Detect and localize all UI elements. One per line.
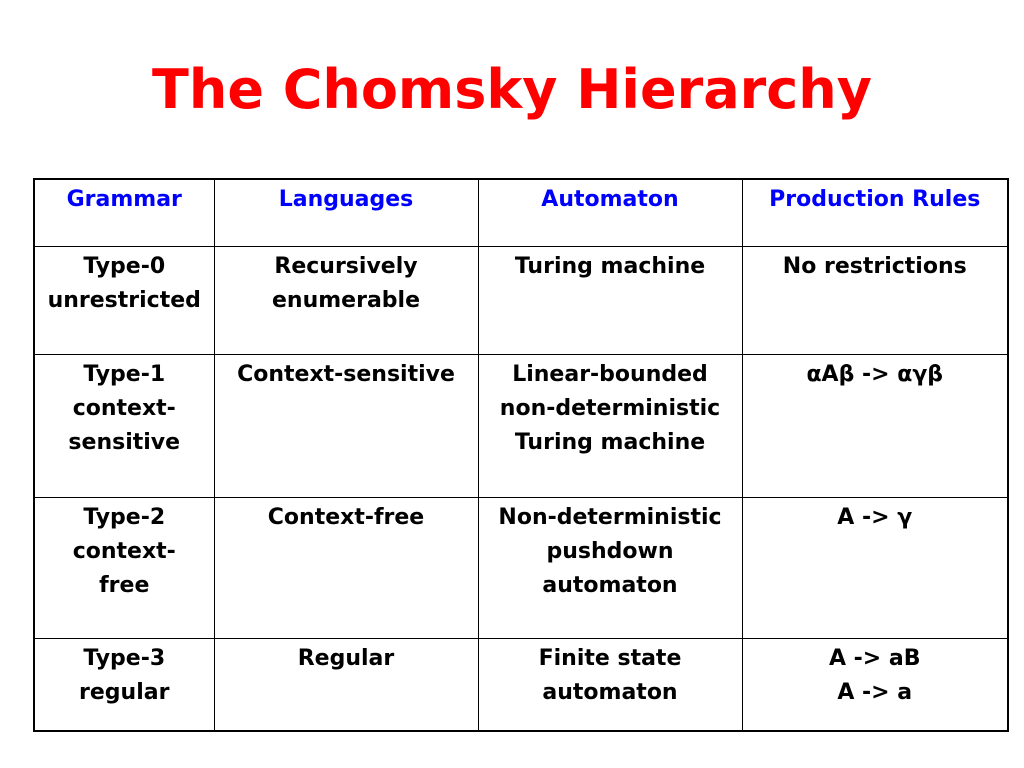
table-header-row xyxy=(34,179,1008,246)
automaton-cell: Non-deterministic pushdown automaton xyxy=(478,497,742,638)
production-rules-cell: αAβ -> αγβ xyxy=(742,354,1008,497)
languages-cell: Regular xyxy=(214,638,478,731)
grammar-cell: Type-3 regular xyxy=(34,638,214,731)
grammar-cell: Type-2 context- free xyxy=(34,497,214,638)
header-grammar: Grammar xyxy=(34,179,214,246)
table-row xyxy=(34,354,1008,497)
grammar-cell: Type-0 unrestricted xyxy=(34,246,214,354)
table-row xyxy=(34,497,1008,638)
slide-title: The Chomsky Hierarchy xyxy=(152,58,872,121)
header-automaton: Automaton xyxy=(478,179,742,246)
production-rules-cell: No restrictions xyxy=(742,246,1008,354)
automaton-cell: Finite state automaton xyxy=(478,638,742,731)
chomsky-hierarchy-table xyxy=(33,178,1009,732)
automaton-cell: Turing machine xyxy=(478,246,742,354)
automaton-cell: Linear-bounded non-deterministic Turing machine xyxy=(478,354,742,497)
production-rules-cell: A -> γ xyxy=(742,497,1008,638)
languages-cell: Context-free xyxy=(214,497,478,638)
languages-cell: Recursively enumerable xyxy=(214,246,478,354)
table-row xyxy=(34,246,1008,354)
production-rules-cell: A -> aB A -> a xyxy=(742,638,1008,731)
grammar-cell: Type-1 context- sensitive xyxy=(34,354,214,497)
languages-cell: Context-sensitive xyxy=(214,354,478,497)
header-production-rules: Production Rules xyxy=(742,179,1008,246)
header-languages: Languages xyxy=(214,179,478,246)
table-row xyxy=(34,638,1008,731)
